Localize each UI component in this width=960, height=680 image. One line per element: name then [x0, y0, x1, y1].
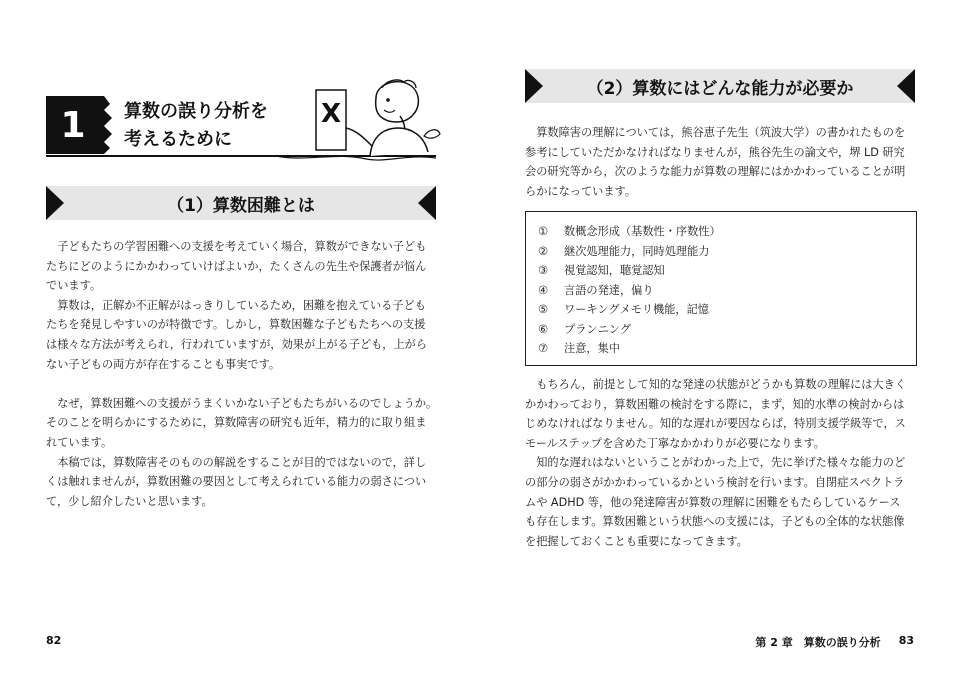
ability-item — [538, 261, 916, 281]
paragraph-line: たちを発見しやすいのが特徴です。しかし，算数困難な子どもたちへの支援 — [46, 318, 426, 332]
chapter-title-line1: 算数の誤り分析を — [124, 101, 268, 122]
ability-number: ⑤ — [538, 303, 549, 316]
paragraph-line: 算数障害の理解については，熊谷恵子先生（筑波大学）の書かれたものを — [525, 126, 906, 139]
paragraph-line: そのことを明らかにするために，算数障害の研究も近年，精力的に取り組ま — [46, 416, 427, 430]
paragraph-line: もちろん，前提として知的な発達の状態がどうかも算数の理解には大きく — [525, 378, 907, 391]
paragraph-line: くは触れませんが，算数困難の要因として考えられている能力の弱さについ — [46, 475, 427, 489]
paragraph-line: 会の研究等から，次のような能力が算数の理解にはかかわっていることが明 — [525, 165, 906, 179]
paragraph-spacer — [46, 374, 441, 394]
left-body-text — [46, 237, 441, 511]
ability-number: ④ — [538, 283, 549, 297]
banner-left-arrow — [46, 186, 64, 220]
paragraph-line: でいます。 — [46, 279, 102, 293]
banner-right-arrow — [418, 186, 436, 220]
ability-item — [538, 222, 916, 242]
ability-item — [538, 320, 916, 340]
paragraph-line: ムや ADHD 等，他の発達障害が算数の理解に困難をもたらしているケース — [525, 495, 901, 509]
ability-number: ⑥ — [538, 322, 549, 336]
section-heading: （2）算数にはどんな能力が必要か — [586, 78, 854, 99]
chapter-title — [124, 98, 268, 154]
ability-label: 言語の発達，偏り — [564, 283, 654, 297]
paragraph-line: かかわっており，算数困難の検討をする際に，まず，知的水準の検討からは — [525, 397, 905, 411]
paragraph-line: じめなければなりません。知的な遅れが要因ならば，特別支援学級等で，ス — [525, 417, 906, 431]
section-banner-difficulty — [46, 186, 436, 220]
paragraph-line: 参考にしていただかなければなりませんが，熊谷先生の論文や，堺 LD 研究 — [525, 145, 905, 159]
ability-item — [538, 300, 916, 320]
ability-label: 注意，集中 — [564, 342, 620, 355]
section-banner-abilities — [525, 69, 915, 103]
paragraph-line: 本稿では，算数障害そのものの解説をすることが目的ではないので，詳し — [46, 455, 427, 469]
page-number-right: 83 — [898, 634, 914, 647]
paragraph-line: たちにどのようにかかわっていけばよいか，たくさんの先生や保護者が悩ん — [46, 259, 427, 273]
paragraph-line: 子どもたちの学習困難への支援を考えていく場合，算数ができない子ども — [46, 240, 427, 253]
card-x-mark: X — [320, 99, 342, 129]
ability-label: プランニング — [564, 322, 631, 336]
ability-item — [538, 242, 916, 262]
ability-number: ① — [538, 225, 549, 238]
banner-left-arrow — [525, 69, 543, 103]
ability-label: 継次処理能力，同時処理能力 — [564, 244, 710, 258]
ability-number: ③ — [538, 264, 549, 277]
paragraph-line: ない子どもの両方が存在することも事実です。 — [46, 357, 281, 371]
ability-label: 視覚認知，聴覚認知 — [564, 264, 665, 277]
chapter-title-line2: 考えるために — [124, 129, 232, 150]
chapter-number: 1 — [60, 104, 86, 146]
chapter-number-badge — [46, 96, 100, 154]
ability-number: ② — [538, 244, 549, 258]
page-number-left: 82 — [46, 634, 62, 647]
paragraph-line: は様々な方法が考えられ，行われていますが，効果が上がる子ども，上がら — [46, 337, 428, 351]
right-intro-text — [525, 123, 920, 201]
paragraph-line: れています。 — [46, 435, 113, 449]
ability-label: 数概念形成（基数性・序数性） — [564, 225, 721, 238]
right-page — [480, 0, 960, 680]
paragraph-line: て，少し紹介したいと思います。 — [46, 494, 213, 508]
ability-number: ⑦ — [538, 342, 549, 355]
section-heading: （1）算数困難とは — [167, 195, 315, 216]
ability-item — [538, 281, 916, 301]
child-thinking-illustration — [312, 76, 442, 158]
paragraph-line: なぜ，算数困難への支援がうまくいかない子どもたちがいるのでしょうか。 — [46, 396, 438, 410]
paragraph-line: の部分の弱さがかかわっているかという検討を行います。自閉症スペクトラ — [525, 475, 905, 489]
ability-list-box — [525, 211, 917, 366]
right-body-text — [525, 375, 920, 551]
running-head: 第 2 章 算数の誤り分析 — [755, 636, 881, 649]
paragraph-line: 知的な遅れはないということがわかった上で，先に挙げた様々な能力のど — [525, 456, 906, 470]
paragraph-line: らかになっています。 — [525, 184, 636, 198]
chapter-badge-zigzag — [94, 96, 118, 154]
paragraph-line: も存在します。算数困難という状態への支援には，子どもの全体的な状態像 — [525, 515, 905, 529]
ability-label: ワーキングメモリ機能，記憶 — [564, 303, 709, 316]
paragraph-line: 算数は，正解か不正解がはっきりしているため，困難を抱えている子ども — [46, 298, 426, 312]
paragraph-line: モールステップを含めた丁寧なかかわりが必要になります。 — [525, 436, 825, 450]
running-footer — [755, 634, 914, 650]
paragraph-line: を把握しておくことも重要になってきます。 — [525, 534, 748, 548]
banner-right-arrow — [897, 69, 915, 103]
ability-item — [538, 339, 916, 359]
